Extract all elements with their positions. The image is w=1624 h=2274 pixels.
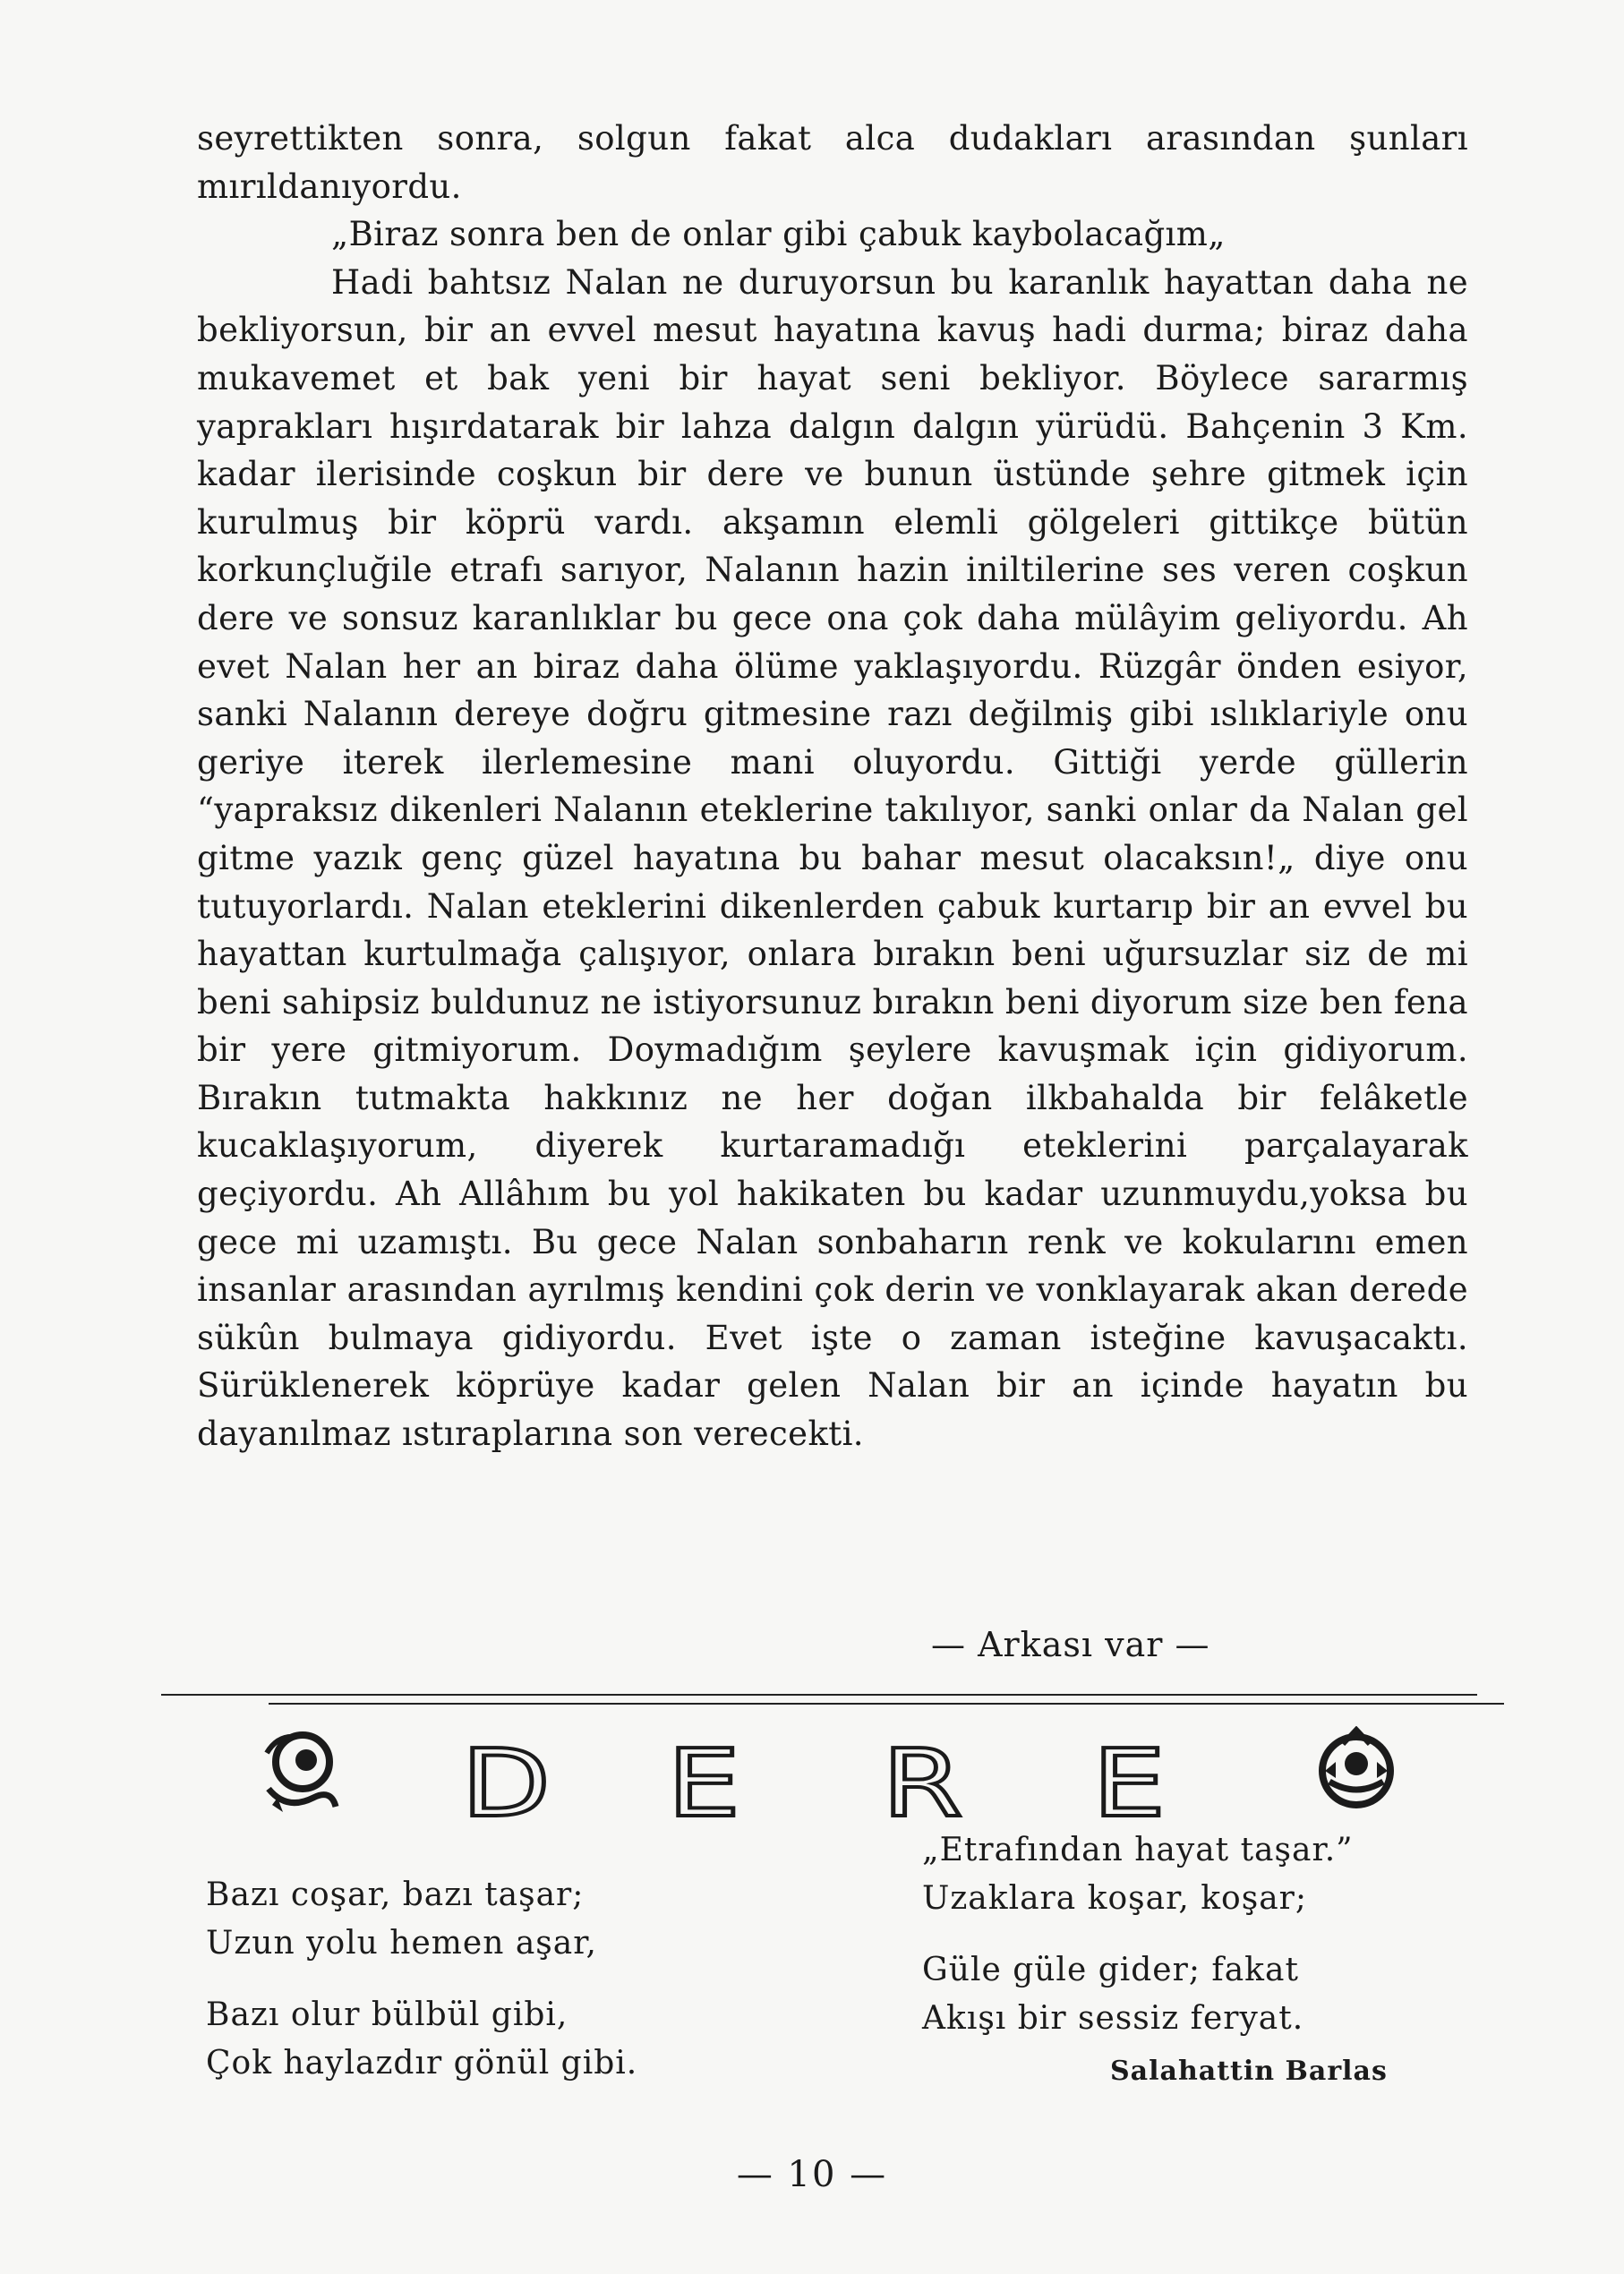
poem-title <box>260 1719 1432 1838</box>
paragraph-3: Hadi bahtsız Nalan ne duruyorsun bu karanlık hayattan daha ne bekliyorsun, bir an evvel mesut hayatına kavuş hadi durma; biraz daha mukavemet et bak yeni bir hayat seni bekliyor. Böylece sararmış yaprakları hışırdatarak bir lahza dalgın dalgın yürüdü. Bahçenin 3 Km. kadar ilerisinde coşkun bir dere ve bunun üstünde şehre gitmek için kurulmuş bir köprü vardı. akşamın elemli gölgeleri gittikçe bütün korkunçluğile etrafı sarıyor, Nalanın hazin iniltilerine ses veren coşkun dere ve sonsuz karanlıklar bu gece ona çok daha mülâyim geliyordu. Ah evet Nalan her an biraz daha ölüme yaklaşıyordu. Rüzgâr önden esiyor, sanki Nalanın dereye doğru gitmesine razı değilmiş gibi ıslıklariyle onu geriye iterek ilerlemesine mani oluyordu. Gittiği yerde güllerin “yapraksız dikenleri Nalanın eteklerine takılıyor, sanki onlar da Nalan gel gitme yazık genç güzel hayatına bu bahar mesut olacaksın!„ diye onu tutuyorlardı. Nalan eteklerini dikenlerden çabuk kurtarıp bir an evvel bu hayattan kurtulmağa çalışıyor, onlara bırakın beni uğursuzlar siz de mi beni sahipsiz buldunuz ne istiyorsunuz bırakın beni diyorum size ben fena bir yere gitmiyorum. Doymadığım şeylere kavuşmak için gidiyorum. Bırakın tutmakta hakkınız ne her doğan ilkbahalda bir felâketle kucaklaşıyorum, diyerek kurtaramadığı eteklerini parçalayarak geçiyordu. Ah Allâhım bu yol hakikaten bu kadar uzunmuydu,yoksa bu gece mi uzamıştı. Bu gece Nalan sonbaharın renk ve kokularını emen insanlar arasından ayrılmış kendini çok derin ve vonklayarak akan derede sükûn bulmaya gidiyordu. Evet işte o zaman isteğine kavuşacaktı. Sürüklenerek köprüye kadar gelen Nalan bir an içinde hayatın bu dayanılmaz ıstıraplarına son verecekti. <box>197 262 1468 1454</box>
title-letter-3: R <box>882 1729 963 1838</box>
title-letter-4: E <box>1092 1729 1167 1838</box>
paragraph-1: seyrettikten sonra, solgun fakat alca dudakları arasından şunları mırıldanıyordu. <box>197 119 1468 206</box>
poem-author: Salahattin Barlas <box>1110 2056 1388 2087</box>
poem-line: Uzun yolu hemen aşar, <box>206 1925 597 1962</box>
poem-line: Çok haylazdır gönül gibi. <box>206 2045 638 2082</box>
stanza-gap <box>922 1923 1354 1946</box>
title-letter-1: D <box>461 1729 551 1838</box>
continued-note: — Arkası var — <box>931 1625 1210 1664</box>
section-divider-top <box>161 1694 1477 1696</box>
poem-line: „Etrafından hayat taşar.” <box>922 1832 1354 1868</box>
poem-line: Uzaklara koşar, koşar; <box>922 1880 1308 1917</box>
ornament-left-icon <box>260 1726 340 1816</box>
page-number: — 10 — <box>736 2154 888 2195</box>
poem-line: Bazı coşar, bazı taşar; <box>206 1876 585 1913</box>
title-letter-2: E <box>667 1729 741 1838</box>
story-text <box>197 115 1468 1458</box>
poem-right-column <box>922 1826 1354 2043</box>
poem-left-column <box>206 1871 637 2088</box>
poem-line: Bazı olur bülbül gibi, <box>206 1996 568 2033</box>
section-divider-bottom <box>269 1703 1504 1705</box>
paragraph-2: „Biraz sonra ben de onlar gibi çabuk kaybolacağım„ <box>331 215 1226 254</box>
poem-line: Güle güle gider; fakat <box>922 1952 1299 1988</box>
ornament-right-icon <box>1316 1726 1397 1816</box>
poem-line: Akışı bir sessiz feryat. <box>922 2000 1304 2037</box>
stanza-gap <box>206 1968 637 1991</box>
